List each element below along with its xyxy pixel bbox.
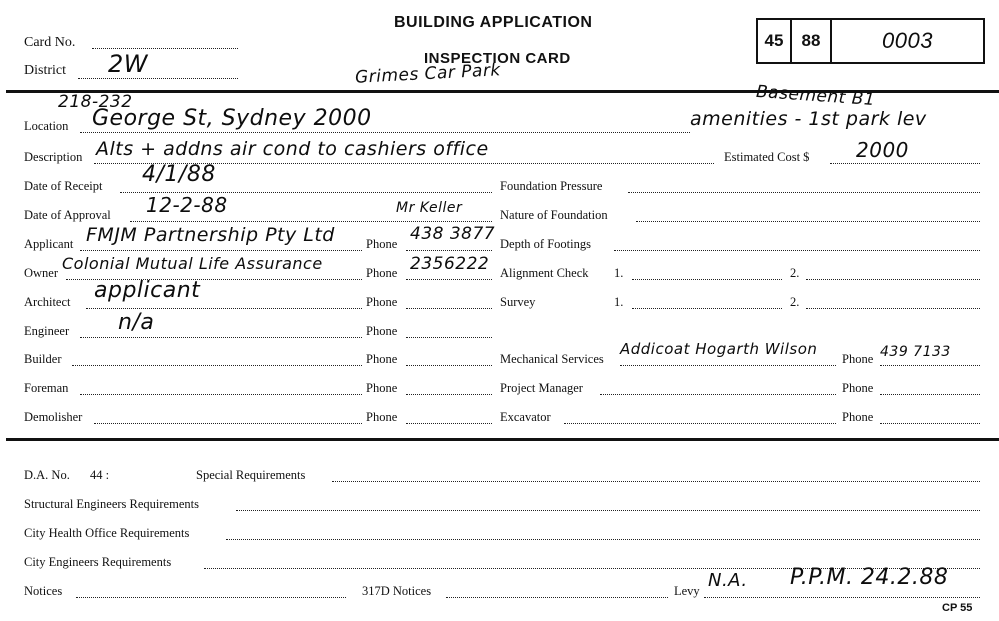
middle-divider [6, 438, 999, 441]
alignment-check-1-field[interactable] [632, 267, 782, 280]
builder-label: Builder [24, 352, 62, 366]
foreman-field[interactable] [80, 382, 362, 395]
depth-of-footings-field[interactable] [614, 238, 980, 251]
district-value: 2W [108, 50, 148, 78]
owner-phone-label: Phone [366, 266, 398, 280]
mechanical-phone-label: Phone [842, 352, 874, 366]
form-title: BUILDING APPLICATION [394, 14, 593, 31]
location-note-right: amenities - 1st park lev [690, 108, 927, 130]
structural-requirements-field[interactable] [236, 498, 980, 511]
owner-phone-value: 2356222 [410, 254, 490, 274]
foundation-pressure-field[interactable] [628, 180, 980, 193]
project-manager-label: Project Manager [500, 381, 583, 395]
builder-phone-label: Phone [366, 352, 398, 366]
demolisher-field[interactable] [94, 411, 362, 424]
project-manager-field[interactable] [600, 382, 836, 395]
mechanical-services-label: Mechanical Services [500, 352, 604, 366]
engineer-value: n/a [118, 310, 155, 335]
location-note-top: Basement B1 [755, 81, 876, 111]
survey-1-field[interactable] [632, 296, 782, 309]
owner-label: Owner [24, 266, 59, 280]
survey-2-field[interactable] [806, 296, 980, 309]
card-no-field[interactable] [92, 36, 238, 49]
city-engineers-requirements-label: City Engineers Requirements [24, 555, 172, 569]
alignment-check-1-label: 1. [614, 266, 624, 280]
foundation-pressure-label: Foundation Pressure [500, 179, 603, 193]
nature-of-foundation-label: Nature of Foundation [500, 208, 608, 222]
description-value: Alts + addns air cond to cashiers office [96, 138, 489, 160]
da-no-label: D.A. No. [24, 468, 70, 482]
project-manager-phone-field[interactable] [880, 382, 980, 395]
demolisher-phone-label: Phone [366, 410, 398, 424]
special-requirements-label: Special Requirements [196, 468, 306, 482]
excavator-phone-label: Phone [842, 410, 874, 424]
mechanical-services-value: Addicoat Hogarth Wilson [620, 340, 818, 358]
notices-317d-label: 317D Notices [362, 584, 432, 598]
mechanical-phone-value: 439 7133 [880, 344, 951, 360]
builder-field[interactable] [72, 353, 362, 366]
health-requirements-field[interactable] [226, 527, 980, 540]
estimated-cost-label: Estimated Cost $ [724, 150, 810, 164]
project-manager-phone-label: Phone [842, 381, 874, 395]
district-label: District [24, 63, 66, 78]
card-number-part2: 88 [792, 20, 832, 62]
location-number: 218-232 [58, 92, 133, 112]
da-no-value: 44 : [90, 468, 110, 482]
card-number-box [756, 18, 985, 64]
excavator-field[interactable] [564, 411, 836, 424]
estimated-cost-value: 2000 [856, 138, 909, 162]
depth-of-footings-label: Depth of Footings [500, 237, 591, 251]
card-number-part1: 45 [758, 20, 792, 62]
card-number-part3: 0003 [882, 28, 933, 53]
form-code: CP 55 [942, 602, 973, 614]
applicant-value: FMJM Partnership Pty Ltd [86, 224, 335, 246]
applicant-phone-label: Phone [366, 237, 398, 251]
engineer-phone-label: Phone [366, 324, 398, 338]
survey-label: Survey [500, 295, 536, 309]
architect-value: applicant [94, 278, 201, 303]
applicant-label: Applicant [24, 237, 74, 251]
location-value: George St, Sydney 2000 [92, 106, 372, 131]
engineer-label: Engineer [24, 324, 70, 338]
foreman-phone-field[interactable] [406, 382, 492, 395]
levy-label: Levy [674, 584, 700, 598]
notices-label: Notices [24, 584, 63, 598]
approval-signature: P.P.M. 24.2.88 [790, 565, 949, 590]
project-name-handwriting: Grimes Car Park [354, 60, 502, 88]
alignment-check-label: Alignment Check [500, 266, 589, 280]
architect-label: Architect [24, 295, 71, 309]
foreman-phone-label: Phone [366, 381, 398, 395]
alignment-check-2-label: 2. [790, 266, 800, 280]
demolisher-label: Demolisher [24, 410, 83, 424]
alignment-check-2-field[interactable] [806, 267, 980, 280]
structural-requirements-label: Structural Engineers Requirements [24, 497, 199, 511]
applicant-phone-value: 438 3877 [410, 224, 496, 244]
builder-phone-field[interactable] [406, 353, 492, 366]
levy-value: N.A. [708, 570, 748, 591]
date-of-receipt-label: Date of Receipt [24, 179, 103, 193]
excavator-label: Excavator [500, 410, 551, 424]
health-requirements-label: City Health Office Requirements [24, 526, 190, 540]
survey-2-label: 2. [790, 295, 800, 309]
date-of-approval-label: Date of Approval [24, 208, 111, 222]
date-of-receipt-value: 4/1/88 [142, 162, 216, 187]
location-label: Location [24, 119, 69, 133]
architect-phone-label: Phone [366, 295, 398, 309]
survey-1-label: 1. [614, 295, 624, 309]
notices-317d-field[interactable] [446, 585, 668, 598]
excavator-phone-field[interactable] [880, 411, 980, 424]
card-no-label: Card No. [24, 35, 76, 50]
owner-value: Colonial Mutual Life Assurance [62, 254, 323, 273]
demolisher-phone-field[interactable] [406, 411, 492, 424]
foreman-label: Foreman [24, 381, 69, 395]
date-of-approval-value: 12-2-88 [146, 193, 228, 217]
special-requirements-field[interactable] [332, 469, 980, 482]
district-field[interactable] [78, 66, 238, 79]
nature-of-foundation-field[interactable] [636, 209, 980, 222]
architect-phone-field[interactable] [406, 296, 492, 309]
approval-officer-note: Mr Keller [396, 200, 463, 216]
notices-field[interactable] [76, 585, 346, 598]
engineer-phone-field[interactable] [406, 325, 492, 338]
description-label: Description [24, 150, 83, 164]
form-subtitle: INSPECTION CARD [424, 50, 571, 67]
